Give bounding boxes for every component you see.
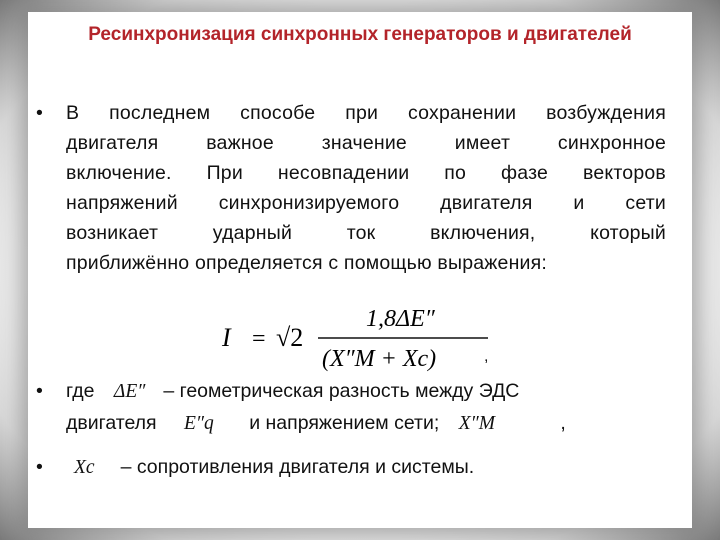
symbol-delta-e: ΔE″ (113, 381, 146, 402)
paragraph-main (66, 98, 666, 278)
paragraph-line: В последнем способе при сохранении возбуждения (66, 102, 666, 124)
bullet2-text2: двигателя (66, 412, 157, 434)
slide-title (28, 22, 692, 48)
bullet-dot: • (36, 380, 43, 402)
paragraph-line: двигателя важное значение имеет синхронное (66, 132, 666, 154)
formula-lhs: I (222, 323, 231, 352)
current-formula (218, 294, 518, 374)
paragraph-line: возникает ударный ток включения, который (66, 222, 666, 244)
formula-coef: √2 (276, 323, 304, 352)
slide-title-text: Ресинхронизация синхронных генераторов и двигателей (88, 24, 632, 45)
bullet-3-line (36, 452, 474, 483)
symbol-eq: E″q (184, 413, 214, 434)
bullet-2-line-2 (66, 408, 566, 439)
paragraph-line: включение. При несовпадении по фазе векторов (66, 162, 666, 184)
symbol-xc: Xc (74, 457, 95, 478)
bullet3-text: – сопротивления двигателя и системы. (120, 456, 475, 478)
bullet-dot: • (36, 102, 43, 124)
bullet-2-line-1 (36, 376, 519, 407)
bullet-dot: • (36, 456, 43, 478)
bullet2-prefix: где (66, 380, 95, 402)
formula-numerator: 1,8ΔE″ (366, 306, 435, 332)
bullet2-text3: и напряжением сети; (249, 412, 440, 434)
paragraph-line: напряжений синхронизируемого двигателя и сети (66, 192, 666, 214)
bullet2-text1: – геометрическая разность между ЭДС (163, 380, 520, 402)
paragraph-line: приближённо определяется с помощью выражения: (66, 252, 548, 274)
symbol-xm: X″M (458, 413, 495, 434)
formula-comma: , (484, 348, 489, 365)
formula-eq: = (252, 326, 266, 352)
bullet-1-marker (36, 98, 43, 128)
bullet2-tail: , (560, 412, 566, 434)
slide (28, 12, 692, 528)
formula-denominator: (X″M + Xc) (322, 346, 437, 372)
